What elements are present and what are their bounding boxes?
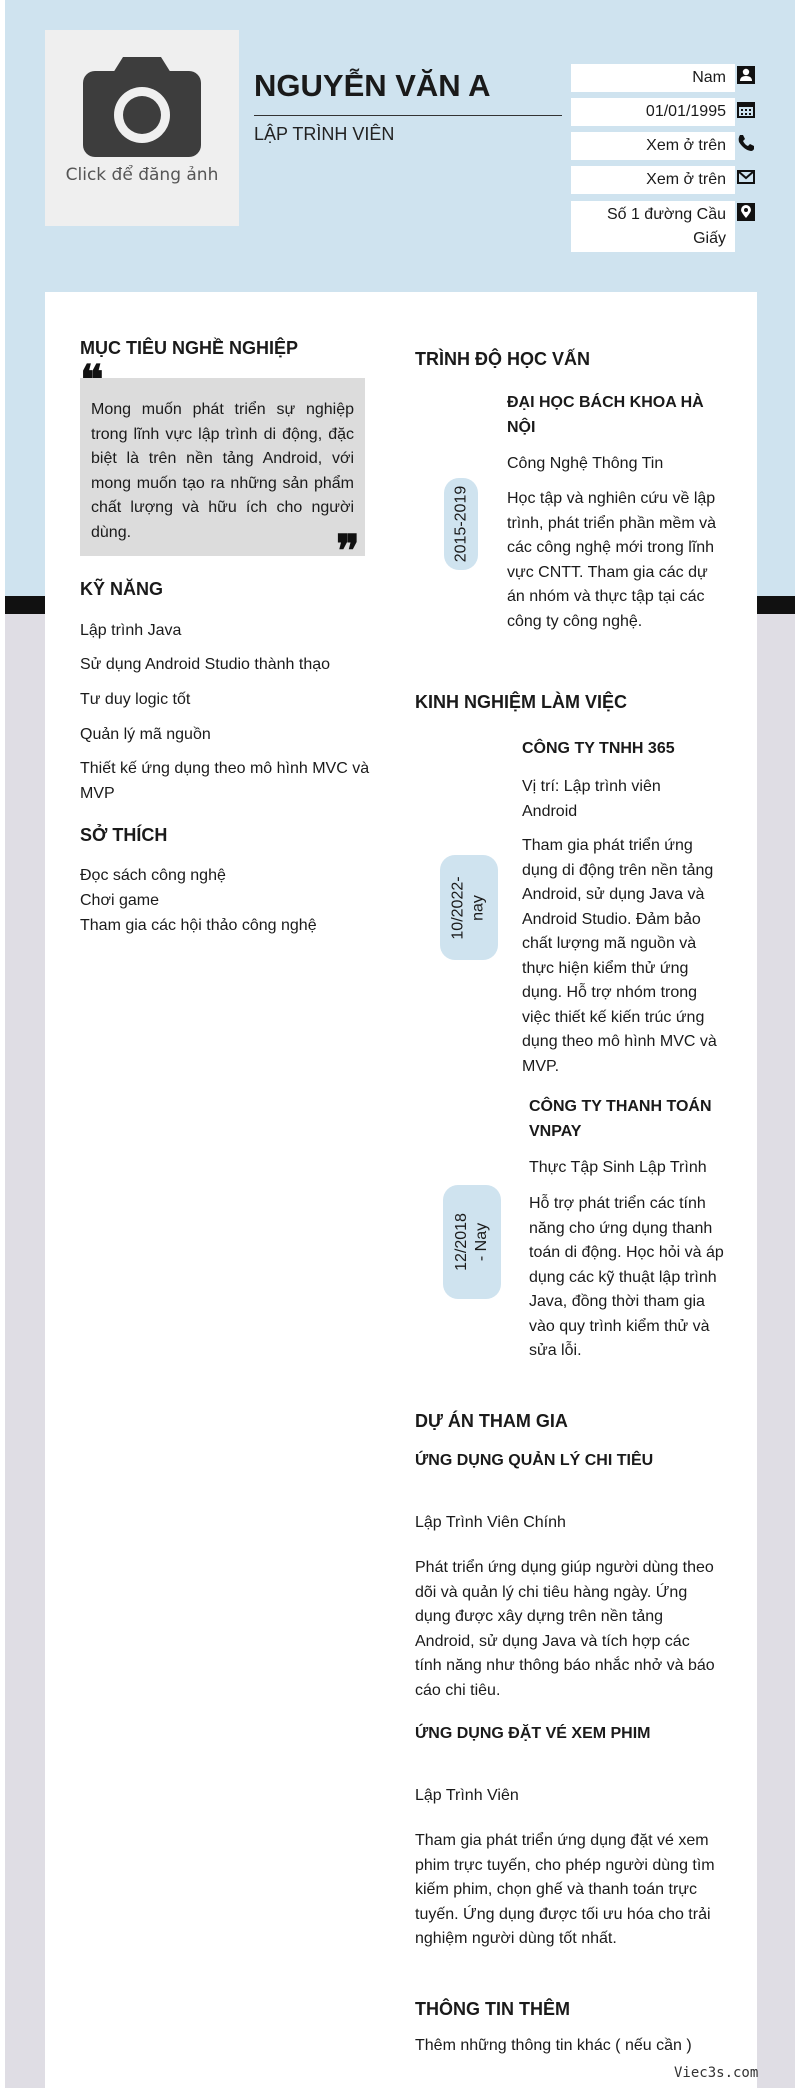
location-icon <box>737 203 755 221</box>
project-role: Lập Trình Viên <box>415 1787 519 1804</box>
extra-text: Thêm những thông tin khác ( nếu cần ) <box>415 2037 692 2054</box>
photo-caption: Click để đăng ảnh <box>65 165 219 185</box>
skills-heading: KỸ NĂNG <box>80 579 164 599</box>
skill-item: Sử dụng Android Studio thành thạo <box>80 656 331 673</box>
mail-icon <box>737 168 755 186</box>
skill-item: Lập trình Java <box>80 622 182 639</box>
photo-upload[interactable] <box>45 30 239 226</box>
education-major: Công Nghệ Thông Tin <box>507 455 664 472</box>
job-description: Hỗ trợ phát triển các tính năng cho ứng dụng thanh toán di động. Học hỏi và áp dụng các kỹ thuật lập trình Java, đồng thời tham gia vào quy trình kiểm thử và sửa lỗi. <box>529 1195 724 1359</box>
person-icon <box>737 66 755 84</box>
calendar-icon <box>737 100 755 118</box>
hobby-item: Đọc sách công nghệ <box>80 867 226 884</box>
watermark: Viec3s.com <box>674 2065 759 2081</box>
job-period-text: 12/2018 - Nay <box>453 1213 490 1271</box>
phone-field: Xem ở trên <box>571 132 735 160</box>
education-school: ĐẠI HỌC BÁCH KHOA HÀ NỘI <box>507 394 704 436</box>
close-quote-icon: ❞ <box>336 526 360 577</box>
job-position: Vị trí: Lập trình viên Android <box>522 778 661 820</box>
education-heading: TRÌNH ĐỘ HỌC VẤN <box>415 349 590 369</box>
job-position: Thực Tập Sinh Lập Trình <box>529 1159 707 1176</box>
job-company: CÔNG TY THANH TOÁN VNPAY <box>529 1098 712 1140</box>
objective-heading: MỤC TIÊU NGHỀ NGHIỆP <box>80 338 299 358</box>
job-period <box>443 1185 501 1299</box>
name-divider <box>254 115 562 116</box>
education-description: Học tập và nghiên cứu về lập trình, phát triển phần mềm và các công nghệ mới trong lĩnh vực CNTT. Tham gia các dự án nhóm và thực tập tại các công ty công nghệ. <box>507 490 716 630</box>
project-name: ỨNG DỤNG QUẢN LÝ CHI TIÊU <box>415 1452 654 1469</box>
project-name: ỨNG DỤNG ĐẶT VÉ XEM PHIM <box>415 1725 651 1742</box>
hobby-item: Tham gia các hội thảo công nghệ <box>80 917 317 934</box>
address-field: Số 1 đường Cầu Giấy <box>571 201 735 252</box>
gender-field: Nam <box>571 64 735 92</box>
job-description: Tham gia phát triển ứng dụng di động trên nền tảng Android, sử dụng Java và Android Studio. Đảm bảo chất lượng mã nguồn và thực hiện kiểm thử ứng dụng. Hỗ trợ nhóm trong việc thiết kế kiến trúc ứng dụng theo mô hình MVC và MVP. <box>522 837 717 1075</box>
job-title: LẬP TRÌNH VIÊN <box>254 124 395 144</box>
skill-item: Thiết kế ứng dụng theo mô hình MVC và MVP <box>80 760 370 802</box>
extra-heading: THÔNG TIN THÊM <box>415 1999 570 2019</box>
education-period <box>444 478 478 570</box>
job-period-text: 10/2022- nay <box>450 875 488 940</box>
hobby-item: Chơi game <box>80 892 159 909</box>
experience-heading: KINH NGHIỆM LÀM VIỆC <box>415 692 628 712</box>
project-description: Phát triển ứng dụng giúp người dùng theo dõi và quản lý chi tiêu hàng ngày. Ứng dụng được xây dựng trên nền tảng Android, sử dụng Java và tích hợp các tính năng như thông báo nhắc nhở và báo cáo chi tiêu. <box>415 1559 715 1699</box>
project-description: Tham gia phát triển ứng dụng đặt vé xem phim trực tuyến, cho phép người dùng tìm kiếm phim, chọn ghế và thanh toán trực tuyến. Ứng dụng được tối ưu hóa cho trải nghiệm người dùng tốt nhất. <box>415 1832 715 1947</box>
education-period-text: 2015-2019 <box>452 485 470 563</box>
job-company: CÔNG TY TNHH 365 <box>522 740 675 757</box>
phone-icon <box>737 134 755 152</box>
camera-icon <box>83 57 201 157</box>
hobbies-heading: SỞ THÍCH <box>80 825 168 845</box>
skill-item: Quản lý mã nguồn <box>80 726 211 743</box>
email-field: Xem ở trên <box>571 166 735 194</box>
candidate-name: NGUYỄN VĂN A <box>254 68 491 103</box>
objective-text: Mong muốn phát triển sự nghiệp trong lĩnh vực lập trình di động, đặc biệt là trên nền tảng Android, với mong muốn tạo ra những sản phẩm chất lượng và hữu ích cho người dùng. <box>80 378 365 556</box>
skill-item: Tư duy logic tốt <box>80 691 191 708</box>
projects-heading: DỰ ÁN THAM GIA <box>415 1411 568 1431</box>
birthday-field: 01/01/1995 <box>571 98 735 126</box>
job-period <box>440 855 498 960</box>
project-role: Lập Trình Viên Chính <box>415 1514 566 1531</box>
